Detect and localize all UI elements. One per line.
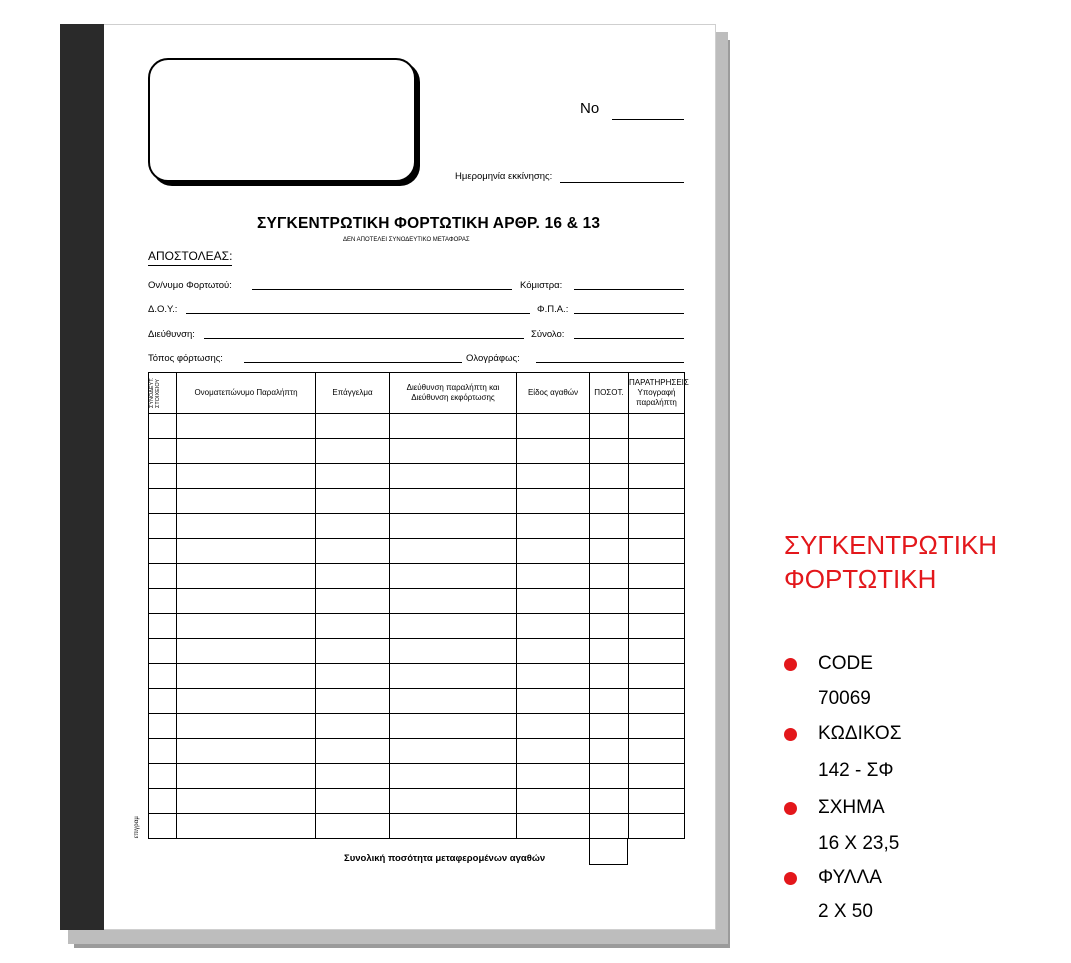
table-row: [149, 664, 685, 689]
spec-kodikos-value: 142 - ΣΦ: [818, 760, 894, 781]
table-cell: [517, 789, 590, 814]
table-cell: [149, 664, 177, 689]
table-cell: [390, 439, 517, 464]
table-cell: [149, 639, 177, 664]
table-cell: [316, 489, 390, 514]
table-cell: [316, 414, 390, 439]
product-title: [784, 528, 997, 596]
table-cell: [177, 614, 316, 639]
table-cell: [316, 639, 390, 664]
table-cell: [149, 539, 177, 564]
table-cell: [517, 739, 590, 764]
table-cell: [177, 639, 316, 664]
table-row: [149, 489, 685, 514]
table-cell: [629, 489, 685, 514]
table-cell: [316, 439, 390, 464]
table-cell: [316, 764, 390, 789]
total-quantity-label: Συνολική ποσότητα μεταφερομένων αγαθών: [344, 853, 546, 864]
table-cell: [590, 764, 629, 789]
table-cell: [316, 589, 390, 614]
address-label: Διεύθυνση:: [148, 329, 195, 340]
spec-code-value: 70069: [818, 688, 871, 709]
table-cell: [316, 689, 390, 714]
loading-place-label: Τόπος φόρτωσης:: [148, 353, 223, 364]
table-cell: [177, 764, 316, 789]
col-address-header: Διεύθυνση παραλήπτη και Διεύθυνση εκφόρτωσης: [390, 373, 517, 414]
table-cell: [517, 539, 590, 564]
table-cell: [390, 589, 517, 614]
bullet-icon: [784, 872, 797, 885]
table-cell: [590, 589, 629, 614]
table-cell: [316, 664, 390, 689]
table-cell: [149, 564, 177, 589]
col-profession-header: Επάγγελμα: [316, 373, 390, 414]
table-cell: [177, 814, 316, 839]
table-cell: [390, 814, 517, 839]
spec-kodikos-label: ΚΩΔΙΚΟΣ: [818, 723, 902, 744]
table-cell: [316, 714, 390, 739]
table-cell: [177, 489, 316, 514]
table-cell: [517, 589, 590, 614]
table-cell: [629, 564, 685, 589]
table-row: [149, 689, 685, 714]
loading-place-line: [244, 362, 462, 363]
total-quantity-box: [589, 839, 628, 865]
table-cell: [177, 739, 316, 764]
number-label: No: [580, 100, 600, 117]
table-cell: [177, 439, 316, 464]
table-cell: [316, 614, 390, 639]
table-cell: [629, 689, 685, 714]
table-cell: [390, 614, 517, 639]
table-cell: [390, 639, 517, 664]
table-cell: [590, 539, 629, 564]
table-cell: [316, 564, 390, 589]
table-cell: [149, 814, 177, 839]
table-cell: [629, 414, 685, 439]
table-cell: [590, 814, 629, 839]
table-cell: [517, 489, 590, 514]
pad-binding: [60, 24, 104, 930]
table-cell: [590, 489, 629, 514]
table-row: [149, 464, 685, 489]
col-recipient-header: Ονοματεπώνυμο Παραλήπτη: [177, 373, 316, 414]
table-cell: [149, 464, 177, 489]
table-row: [149, 814, 685, 839]
table-cell: [629, 589, 685, 614]
start-date-label: Ημερομηνία εκκίνησης:: [455, 171, 553, 182]
table-cell: [517, 664, 590, 689]
table-cell: [149, 764, 177, 789]
table-row: [149, 789, 685, 814]
table-cell: [390, 539, 517, 564]
tax-office-label: Δ.Ο.Υ.:: [148, 304, 178, 315]
table-cell: [149, 739, 177, 764]
table-cell: [629, 714, 685, 739]
spec-sheets-value: 2 Χ 50: [818, 901, 873, 922]
table-cell: [590, 689, 629, 714]
col-quantity-header: ΠΟΣΟΤ.: [590, 373, 629, 414]
table-cell: [177, 539, 316, 564]
table-cell: [590, 414, 629, 439]
table-cell: [629, 764, 685, 789]
table-cell: [149, 414, 177, 439]
sender-heading: ΑΠΟΣΤΟΛΕΑΣ:: [148, 249, 232, 266]
table-cell: [177, 589, 316, 614]
in-words-label: Ολογράφως:: [466, 353, 520, 364]
printer-mark: επιγραμ: [132, 816, 140, 839]
bullet-icon: [784, 802, 797, 815]
table-cell: [177, 689, 316, 714]
remarks-label: ΠΑΡΑΤΗΡΗΣΕΙΣ: [629, 378, 689, 387]
table-cell: [629, 614, 685, 639]
table-cell: [390, 789, 517, 814]
table-cell: [629, 789, 685, 814]
table-cell: [149, 714, 177, 739]
table-cell: [629, 514, 685, 539]
table-header-row: [149, 373, 685, 414]
table-row: [149, 414, 685, 439]
table-cell: [390, 739, 517, 764]
table-row: [149, 439, 685, 464]
table-cell: [629, 464, 685, 489]
shipper-name-label: Ον/νυμο Φορτωτού:: [148, 280, 232, 291]
table-cell: [590, 614, 629, 639]
freight-line: [574, 289, 684, 290]
spec-size-value: 16 Χ 23,5: [818, 833, 900, 854]
table-cell: [590, 714, 629, 739]
table-cell: [590, 789, 629, 814]
col-document-header: ΣΥΝΟΔΕΥΤ. ΣΤΟΙΧΕΙΟΥ: [149, 373, 177, 414]
shipper-name-line: [252, 289, 512, 290]
table-cell: [517, 414, 590, 439]
table-cell: [390, 464, 517, 489]
table-cell: [390, 564, 517, 589]
table-cell: [149, 614, 177, 639]
spec-sheets-label: ΦΥΛΛΑ: [818, 867, 882, 888]
product-title-line2: ΦΟΡΤΩΤΙΚΗ: [784, 564, 937, 594]
table-cell: [177, 714, 316, 739]
table-cell: [177, 414, 316, 439]
table-row: [149, 614, 685, 639]
table-cell: [629, 439, 685, 464]
table-cell: [590, 739, 629, 764]
table-cell: [149, 439, 177, 464]
in-words-line: [536, 362, 684, 363]
table-cell: [177, 564, 316, 589]
table-row: [149, 589, 685, 614]
table-row: [149, 764, 685, 789]
table-row: [149, 514, 685, 539]
vat-label: Φ.Π.Α.:: [537, 304, 569, 315]
table-cell: [517, 689, 590, 714]
table-cell: [149, 789, 177, 814]
stamp-box: [148, 58, 416, 182]
col-goods-type-header: Είδος αγαθών: [517, 373, 590, 414]
table-cell: [316, 514, 390, 539]
form-subtitle: ΔΕΝ ΑΠΟΤΕΛΕΙ ΣΥΝΟΔΕΥΤΙΚΟ ΜΕΤΑΦΟΡΑΣ: [343, 237, 470, 243]
table-cell: [517, 614, 590, 639]
table-body: [149, 414, 685, 839]
table-cell: [316, 539, 390, 564]
table-cell: [590, 514, 629, 539]
form-title: ΣΥΓΚΕΝΤΡΩΤΙΚΗ ΦΟΡΤΩΤΙΚΗ ΑΡΘΡ. 16 & 13: [257, 215, 601, 232]
table-row: [149, 539, 685, 564]
table-cell: [177, 514, 316, 539]
spec-code-label: CODE: [818, 653, 873, 674]
signature-label: Υπογραφή παραλήπτη: [636, 388, 677, 407]
table-row: [149, 714, 685, 739]
table-cell: [390, 414, 517, 439]
bullet-icon: [784, 728, 797, 741]
table-cell: [177, 664, 316, 689]
table-cell: [629, 639, 685, 664]
tax-office-line: [186, 313, 530, 314]
table-cell: [629, 814, 685, 839]
table-cell: [517, 764, 590, 789]
number-line: [612, 119, 684, 120]
table-cell: [149, 514, 177, 539]
total-field-line: [574, 338, 684, 339]
table-cell: [517, 564, 590, 589]
table-cell: [316, 789, 390, 814]
table-cell: [590, 639, 629, 664]
table-cell: [517, 639, 590, 664]
table-cell: [390, 689, 517, 714]
table-cell: [517, 439, 590, 464]
table-cell: [590, 439, 629, 464]
table-cell: [590, 464, 629, 489]
table-cell: [316, 739, 390, 764]
table-cell: [316, 814, 390, 839]
table-cell: [316, 464, 390, 489]
table-cell: [590, 564, 629, 589]
table-cell: [629, 664, 685, 689]
table-cell: [177, 789, 316, 814]
goods-table: [148, 372, 689, 839]
table-cell: [517, 714, 590, 739]
product-title-line1: ΣΥΓΚΕΝΤΡΩΤΙΚΗ: [784, 530, 998, 560]
table-cell: [390, 514, 517, 539]
vat-line: [574, 313, 684, 314]
table-cell: [629, 739, 685, 764]
table-cell: [149, 589, 177, 614]
table-cell: [590, 664, 629, 689]
freight-label: Κόμιστρα:: [520, 280, 563, 291]
table-cell: [390, 714, 517, 739]
bullet-icon: [784, 658, 797, 671]
table-cell: [390, 664, 517, 689]
table-cell: [177, 464, 316, 489]
table-cell: [629, 539, 685, 564]
table-cell: [517, 464, 590, 489]
table-row: [149, 739, 685, 764]
table-cell: [517, 514, 590, 539]
table-cell: [149, 689, 177, 714]
table-cell: [517, 814, 590, 839]
table-cell: [390, 489, 517, 514]
table-row: [149, 564, 685, 589]
table-cell: [149, 489, 177, 514]
total-field-label: Σύνολο:: [531, 329, 565, 340]
table-row: [149, 639, 685, 664]
spec-size-label: ΣΧΗΜΑ: [818, 797, 885, 818]
col-remarks-header: [629, 373, 689, 414]
table-cell: [390, 764, 517, 789]
start-date-line: [560, 182, 684, 183]
address-line: [204, 338, 524, 339]
